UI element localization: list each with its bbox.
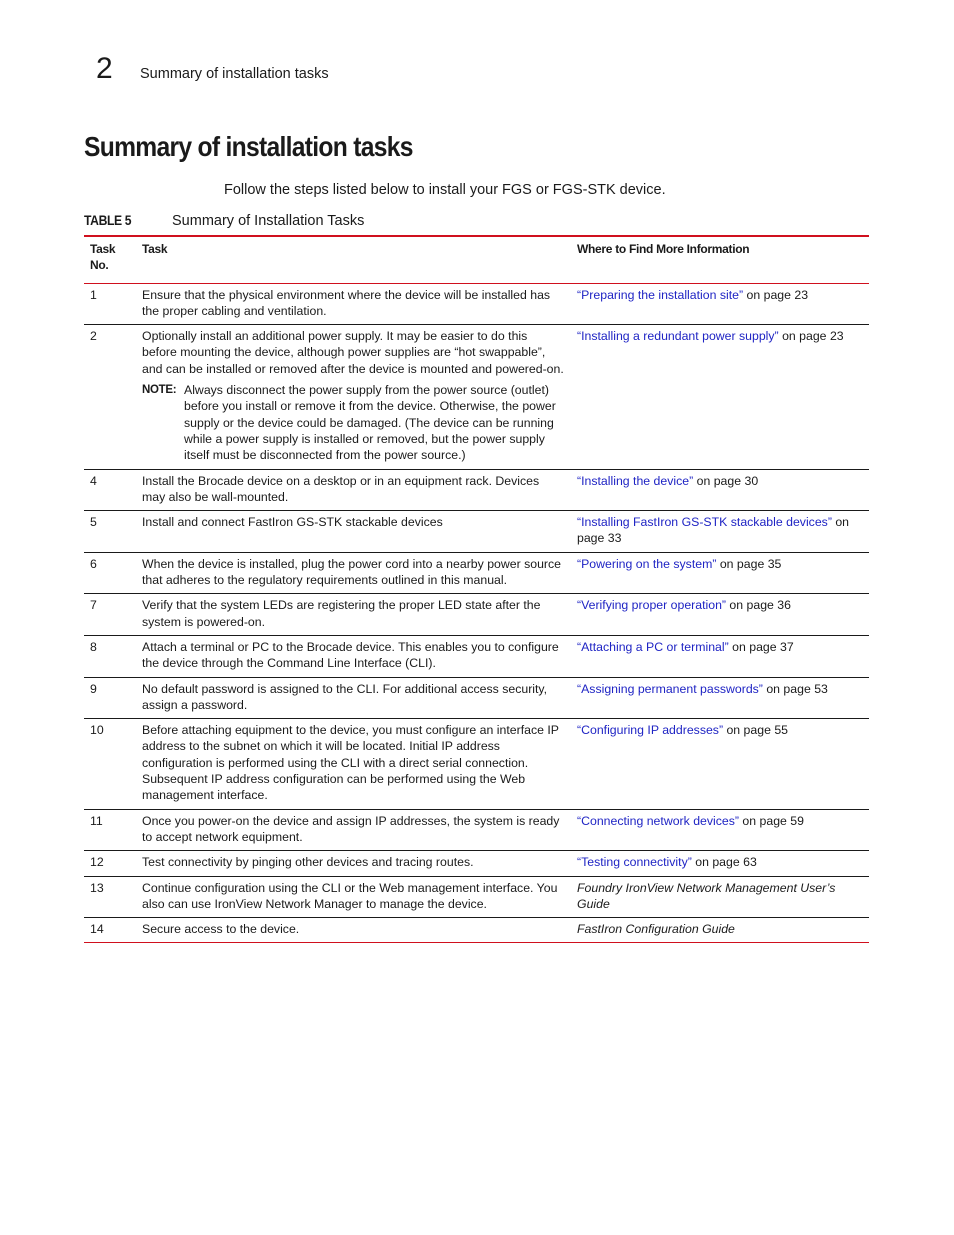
reference-cell bbox=[571, 511, 869, 553]
page-reference: on page 59 bbox=[739, 813, 804, 828]
task-description-cell bbox=[136, 677, 571, 719]
table-caption-label: TABLE 5 bbox=[84, 213, 132, 228]
task-number: 12 bbox=[84, 851, 136, 876]
page-reference: on page 53 bbox=[762, 681, 828, 696]
task-description: Install the Brocade device on a desktop or in an equipment rack. Devices may also be wall-mounted. bbox=[142, 473, 540, 504]
header-task: Task bbox=[136, 236, 571, 283]
task-description-cell bbox=[136, 552, 571, 594]
cross-reference-link[interactable]: “Verifying proper operation” bbox=[577, 598, 727, 613]
reference-cell bbox=[571, 552, 869, 594]
task-description-cell bbox=[136, 511, 571, 553]
task-description-cell bbox=[136, 719, 571, 809]
cross-reference-link[interactable]: “Powering on the system” bbox=[577, 556, 717, 571]
task-description-cell bbox=[136, 283, 571, 325]
page-reference: on page 37 bbox=[728, 639, 794, 654]
reference-cell bbox=[571, 809, 869, 851]
task-description: Ensure that the physical environment where the device will be installed has the proper cabling and ventilation. bbox=[142, 287, 551, 318]
task-number: 4 bbox=[84, 469, 136, 511]
page-reference: on page 63 bbox=[691, 855, 757, 870]
task-description-cell bbox=[136, 918, 571, 943]
cross-reference-link[interactable]: “Attaching a PC or terminal” bbox=[577, 639, 729, 654]
task-description-cell bbox=[136, 876, 571, 918]
reference-cell bbox=[571, 719, 869, 809]
task-description: Install and connect FastIron GS-STK stackable devices bbox=[142, 515, 443, 530]
table-caption bbox=[84, 213, 364, 229]
cross-reference-link[interactable]: “Installing the device” bbox=[577, 473, 694, 488]
task-description: Optionally install an additional power supply. It may be easier to do this before mounting the device, although power supplies are “hot swappable”, and can be installed or removed after the device is mounted and powered-on. bbox=[142, 329, 564, 376]
intro-text: Follow the steps listed below to install your FGS or FGS-STK device. bbox=[224, 182, 666, 198]
task-description: No default password is assigned to the CLI. For additional access security, assign a password. bbox=[142, 681, 548, 712]
task-description: When the device is installed, plug the power cord into a nearby power source that adheres to the regulatory requirements outlined in this manual. bbox=[142, 556, 562, 588]
page-reference: on page 55 bbox=[723, 723, 789, 738]
task-description: Before attaching equipment to the device, you must configure an interface IP address to the subnet on which it will be located. Initial IP address configuration is performed using the CLI with a direct serial connection. Subsequent IP address configuration can be performed using the Web management interface. bbox=[142, 723, 559, 803]
cross-reference-link[interactable]: “Testing connectivity” bbox=[577, 855, 692, 870]
table-row bbox=[84, 809, 869, 851]
reference-cell bbox=[571, 325, 869, 469]
task-description-cell bbox=[136, 594, 571, 636]
table-row bbox=[84, 469, 869, 511]
cross-reference-link[interactable]: “Installing FastIron GS-STK stackable devices” bbox=[577, 515, 832, 530]
note-text: Always disconnect the power supply from the power source (outlet) before you install or remove it from the device. Otherwise, the power supply or the device could be damaged. (The device can be running while a power supply is installed or removed, but the power supply itself must be disconnected from the power source.) bbox=[184, 383, 556, 463]
task-description: Verify that the system LEDs are registering the proper LED state after the system is powered-on. bbox=[142, 598, 541, 629]
task-number: 11 bbox=[84, 809, 136, 851]
task-number: 6 bbox=[84, 552, 136, 594]
page-reference: on page 30 bbox=[693, 473, 759, 488]
task-note bbox=[142, 382, 565, 463]
task-description: Attach a terminal or PC to the Brocade device. This enables you to configure the device through the Command Line Interface (CLI). bbox=[142, 639, 559, 671]
reference-cell bbox=[571, 876, 869, 918]
task-number: 13 bbox=[84, 876, 136, 918]
task-number: 10 bbox=[84, 719, 136, 809]
cross-reference-link[interactable]: “Configuring IP addresses” bbox=[577, 723, 724, 738]
table-row bbox=[84, 719, 869, 809]
task-description-cell bbox=[136, 851, 571, 876]
reference-cell bbox=[571, 594, 869, 636]
running-header bbox=[96, 54, 329, 84]
task-description-cell bbox=[136, 325, 571, 469]
task-description-cell bbox=[136, 809, 571, 851]
task-number: 1 bbox=[84, 283, 136, 325]
task-number: 9 bbox=[84, 677, 136, 719]
reference-cell bbox=[571, 851, 869, 876]
page-reference: on page 23 bbox=[743, 287, 809, 302]
task-description: Secure access to the device. bbox=[142, 922, 300, 937]
reference-cell bbox=[571, 677, 869, 719]
chapter-number: 2 bbox=[96, 52, 113, 85]
reference-cell bbox=[571, 283, 869, 325]
running-header-title: Summary of installation tasks bbox=[140, 66, 329, 82]
table-row bbox=[84, 876, 869, 918]
table-row bbox=[84, 918, 869, 943]
cross-reference-link[interactable]: “Assigning permanent passwords” bbox=[577, 681, 763, 696]
cross-reference-link[interactable]: “Connecting network devices” bbox=[577, 813, 739, 828]
table-row bbox=[84, 594, 869, 636]
task-description: Once you power-on the device and assign IP addresses, the system is ready to accept network equipment. bbox=[142, 813, 560, 844]
installation-tasks-table bbox=[84, 235, 869, 943]
table-row bbox=[84, 851, 869, 876]
table-row bbox=[84, 677, 869, 719]
page-reference: on page 33 bbox=[577, 515, 850, 546]
note-label: NOTE: bbox=[142, 384, 177, 397]
table-caption-text: Summary of Installation Tasks bbox=[172, 213, 365, 229]
table-row bbox=[84, 511, 869, 553]
page-reference: on page 36 bbox=[726, 598, 791, 613]
page-reference: on page 35 bbox=[716, 556, 782, 571]
task-number: 2 bbox=[84, 325, 136, 469]
task-number: 8 bbox=[84, 635, 136, 677]
cross-reference-link[interactable]: “Installing a redundant power supply” bbox=[577, 329, 779, 344]
reference-cell bbox=[571, 635, 869, 677]
table-row bbox=[84, 552, 869, 594]
task-number: 14 bbox=[84, 918, 136, 943]
table-body bbox=[84, 283, 869, 943]
table-row bbox=[84, 325, 869, 469]
header-task-no: Task No. bbox=[84, 236, 136, 283]
header-reference: Where to Find More Information bbox=[571, 236, 869, 283]
task-description-cell bbox=[136, 635, 571, 677]
task-description-cell bbox=[136, 469, 571, 511]
table-row bbox=[84, 635, 869, 677]
page-reference: on page 23 bbox=[778, 329, 844, 344]
reference-cell bbox=[571, 918, 869, 943]
guide-reference: Foundry IronView Network Management User’s Guide bbox=[577, 880, 836, 911]
task-description: Continue configuration using the CLI or the Web management interface. You also can use IronView Network Manager to manage the device. bbox=[142, 880, 558, 911]
page-title: Summary of installation tasks bbox=[84, 131, 413, 162]
table-header-row bbox=[84, 236, 869, 283]
guide-reference: FastIron Configuration Guide bbox=[577, 922, 735, 937]
task-description: Test connectivity by pinging other devices and tracing routes. bbox=[142, 855, 474, 870]
task-number: 7 bbox=[84, 594, 136, 636]
cross-reference-link[interactable]: “Preparing the installation site” bbox=[577, 287, 744, 302]
table-row bbox=[84, 283, 869, 325]
reference-cell bbox=[571, 469, 869, 511]
task-number: 5 bbox=[84, 511, 136, 553]
